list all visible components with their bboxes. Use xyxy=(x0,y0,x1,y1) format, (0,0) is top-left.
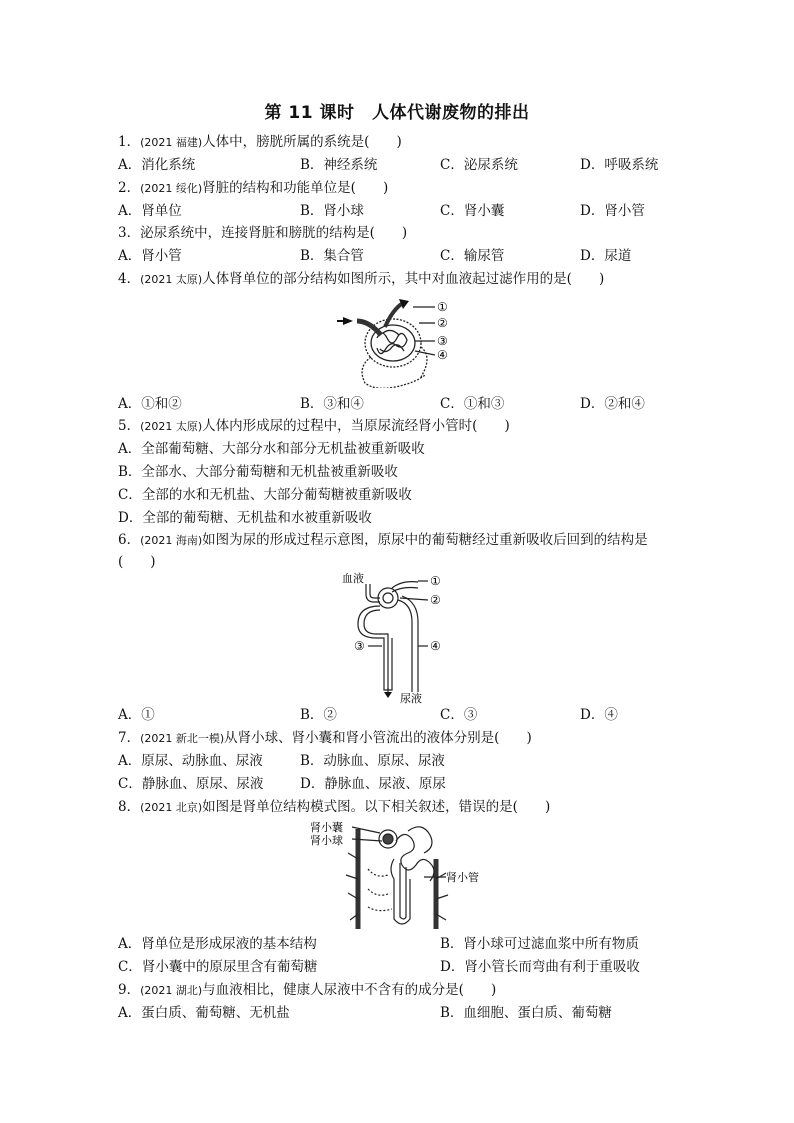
q1-option-b[interactable]: B．神经系统 xyxy=(300,157,378,173)
q3-option-d[interactable]: D．尿道 xyxy=(580,248,632,264)
q3-option-a[interactable]: A．肾小管 xyxy=(118,248,182,264)
q2-option-a[interactable]: A．肾单位 xyxy=(118,203,182,219)
q5-option-d[interactable]: D．全部的葡萄糖、无机盐和水被重新吸收 xyxy=(118,510,372,526)
q6-option-b[interactable]: B．② xyxy=(300,707,337,723)
q7-option-d[interactable]: D．静脉血、尿液、原尿 xyxy=(300,776,446,792)
q7-option-a[interactable]: A．原尿、动脉血、尿液 xyxy=(118,753,263,769)
q2-option-c[interactable]: C．肾小囊 xyxy=(440,203,505,219)
nephron-partial-diagram xyxy=(335,293,465,388)
question-8: 8．(2021 北京)如图是肾单位结构模式图。以下相关叙述，错误的是( ) xyxy=(118,799,551,815)
q4-option-c[interactable]: C．①和③ xyxy=(440,396,505,412)
fig6-label-urine: 尿液 xyxy=(400,692,422,705)
question-4: 4．(2021 太原)人体肾单位的部分结构如图所示，其中对血液起过滤作用的是( ) xyxy=(118,271,605,287)
fig6-label-2: ② xyxy=(430,593,441,607)
q4-option-a[interactable]: A．①和② xyxy=(118,396,182,412)
q7-option-c[interactable]: C．静脉血、原尿、尿液 xyxy=(118,776,264,792)
question-6-cont: ( ) xyxy=(118,554,156,570)
q6-option-c[interactable]: C．③ xyxy=(440,707,478,723)
q1-option-d[interactable]: D．呼吸系统 xyxy=(580,157,659,173)
q2-option-d[interactable]: D．肾小管 xyxy=(580,203,645,219)
fig4-label-4: ④ xyxy=(437,348,448,362)
q8-option-b[interactable]: B．肾小球可过滤血浆中所有物质 xyxy=(440,936,639,952)
q3-option-c[interactable]: C．输尿管 xyxy=(440,248,505,264)
fig6-label-1: ① xyxy=(430,574,441,588)
q6-option-a[interactable]: A．① xyxy=(118,707,155,723)
q8-option-d[interactable]: D．肾小管长而弯曲有利于重吸收 xyxy=(440,959,640,975)
q5-option-a[interactable]: A．全部葡萄糖、大部分水和部分无机盐被重新吸收 xyxy=(118,441,425,457)
q4-option-b[interactable]: B．③和④ xyxy=(300,396,364,412)
q9-option-a[interactable]: A．蛋白质、葡萄糖、无机盐 xyxy=(118,1005,290,1021)
q6-option-d[interactable]: D．④ xyxy=(580,707,618,723)
nephron-structure-diagram xyxy=(308,819,488,931)
fig6-label-blood: 血液 xyxy=(342,572,364,585)
fig4-label-3: ③ xyxy=(437,334,448,348)
fig8-label-capsule: 肾小囊 xyxy=(310,821,343,834)
q2-option-b[interactable]: B．肾小球 xyxy=(300,203,364,219)
fig8-label-tubule: 肾小管 xyxy=(446,871,479,884)
q1-option-a[interactable]: A．消化系统 xyxy=(118,157,196,173)
q5-option-c[interactable]: C．全部的水和无机盐、大部分葡萄糖被重新吸收 xyxy=(118,487,412,503)
fig8-label-glomerulus: 肾小球 xyxy=(310,834,343,847)
question-9: 9．(2021 湖北)与血液相比，健康人尿液中不含有的成分是( ) xyxy=(118,982,497,998)
question-7: 7．(2021 新北一模)从肾小球、肾小囊和肾小管流出的液体分别是( ) xyxy=(118,730,532,746)
question-1: 1．(2021 福建)人体中，膀胱所属的系统是( ) xyxy=(118,134,402,150)
q3-option-b[interactable]: B．集合管 xyxy=(300,248,364,264)
fig4-label-2: ② xyxy=(437,316,448,330)
question-5: 5．(2021 太原)人体内形成尿的过程中，当原尿流经肾小管时( ) xyxy=(118,418,510,434)
question-2: 2．(2021 绥化)肾脏的结构和功能单位是( ) xyxy=(118,180,389,196)
page-title: 第 11 课时 人体代谢废物的排出 xyxy=(264,103,530,123)
question-3: 3．泌尿系统中，连接肾脏和膀胱的结构是( ) xyxy=(118,225,408,241)
q8-option-a[interactable]: A．肾单位是形成尿液的基本结构 xyxy=(118,936,317,952)
fig6-label-3: ③ xyxy=(354,639,365,653)
q1-option-c[interactable]: C．泌尿系统 xyxy=(440,157,518,173)
question-6: 6．(2021 海南)如图为尿的形成过程示意图，原尿中的葡萄糖经过重新吸收后回到的结构是 xyxy=(118,532,648,548)
fig6-label-4: ④ xyxy=(430,639,441,653)
q8-option-c[interactable]: C．肾小囊中的原尿里含有葡萄糖 xyxy=(118,959,318,975)
fig4-label-1: ① xyxy=(437,300,448,314)
q9-option-b[interactable]: B．血细胞、蛋白质、葡萄糖 xyxy=(440,1005,612,1021)
q7-option-b[interactable]: B．动脉血、原尿、尿液 xyxy=(300,753,445,769)
urine-formation-diagram xyxy=(340,570,450,705)
q4-option-d[interactable]: D．②和④ xyxy=(580,396,645,412)
q5-option-b[interactable]: B．全部水、大部分葡萄糖和无机盐被重新吸收 xyxy=(118,464,398,480)
